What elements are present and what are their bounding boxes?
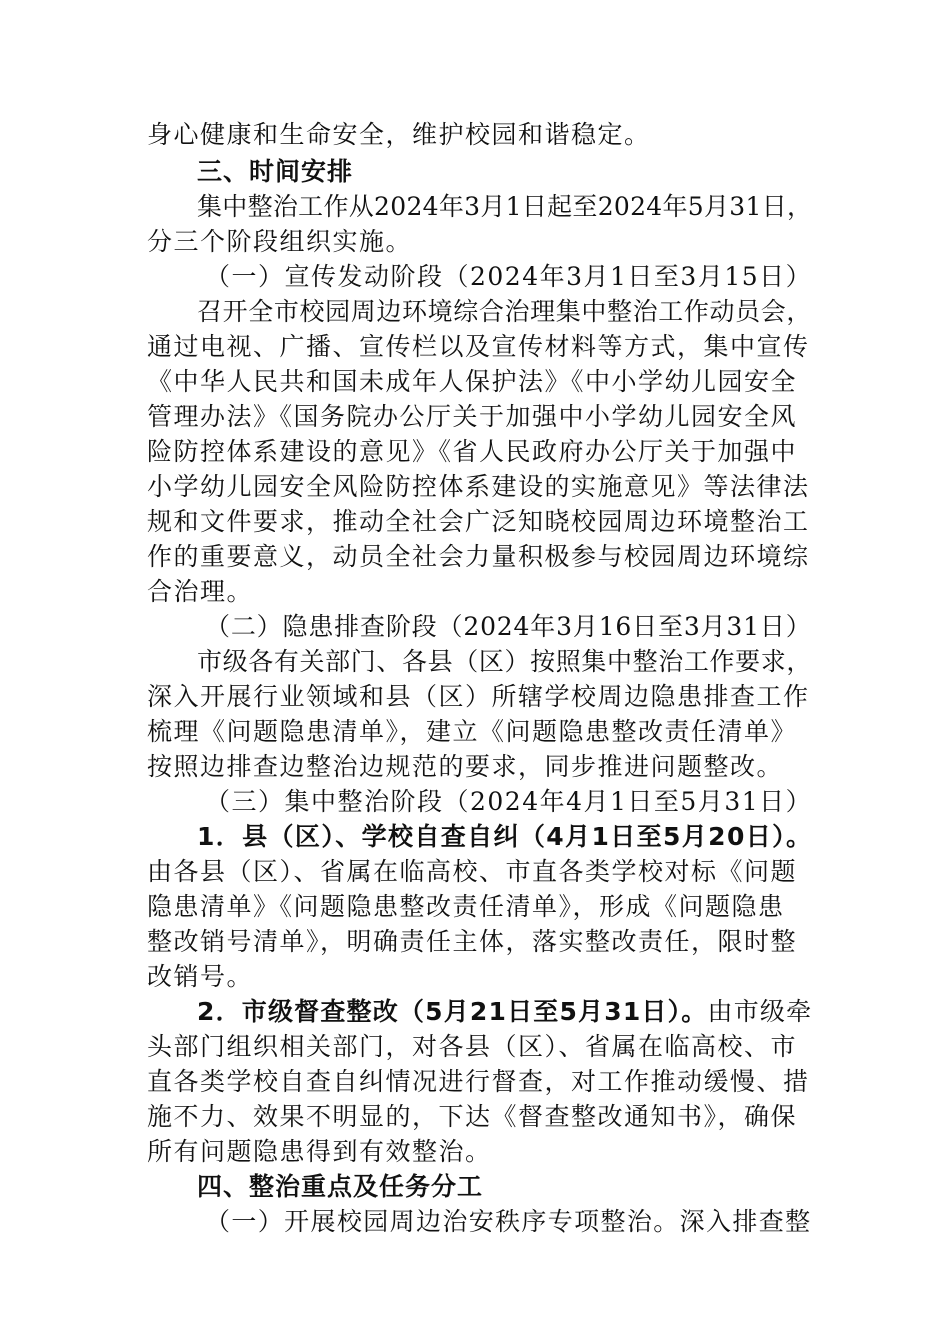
subsection-heading-inspection: （二）隐患排查阶段（2024年3月16日至3月31日） [205,612,812,641]
item-heading-supervision: 2．市级督查整改（5月21日至5月31日）。 [197,997,708,1026]
section-heading-priorities: 四、整治重点及任务分工 [197,1172,484,1201]
body-text-line: 按照边排查边整治边规范的要求，同步推进问题整改。 [147,752,784,781]
body-text-line: 施不力、效果不明显的，下达《督查整改通知书》，确保 [147,1102,798,1131]
body-text-line: 分三个阶段组织实施。 [147,227,413,256]
body-text-line: 合治理。 [147,577,254,606]
body-text-line: 召开全市校园周边环境综合治理集中整治工作动员会， [197,297,813,326]
body-text-line: （一）开展校园周边治安秩序专项整治。深入排查整 [205,1207,812,1236]
body-text-line: 整改销号清单》，明确责任主体，落实整改责任，限时整 [147,927,798,956]
body-text-line: 险防控体系建设的意见》《省人民政府办公厅关于加强中 [147,437,798,466]
body-text-line: 身心健康和生命安全，维护校园和谐稳定。 [147,120,651,149]
item-heading-self-check: 1．县（区）、学校自查自纠（4月1日至5月20日）。 [197,822,813,851]
body-text-line: 所有问题隐患得到有效整治。 [147,1137,492,1166]
section-heading-schedule: 三、时间安排 [197,157,354,186]
body-text-line: 由各县（区）、省属在临高校、市直各类学校对标《问题 [147,857,798,886]
body-text-line: 通过电视、广播、宣传栏以及宣传材料等方式，集中宣传 [147,332,810,361]
body-text-line: 头部门组织相关部门，对各县（区）、省属在临高校、市 [147,1032,798,1061]
body-text-line: 直各类学校自查自纠情况进行督查，对工作推动缓慢、措 [147,1067,810,1096]
item-line-supervision [197,995,812,1029]
subsection-heading-publicity: （一）宣传发动阶段（2024年3月1日至3月15日） [205,262,813,291]
body-text-line: 市级各有关部门、各县（区）按照集中整治工作要求， [197,647,813,676]
body-text-line: 深入开展行业领域和县（区）所辖学校周边隐患排查工作 [147,682,810,711]
body-text-line: 《中华人民共和国未成年人保护法》《中小学幼儿园安全 [147,367,798,396]
body-text-line: 集中整治工作从2024年3月1日起至2024年5月31日， [197,192,813,221]
body-text-line: 作的重要意义，动员全社会力量积极参与校园周边环境综 [147,542,810,571]
subsection-heading-rectification: （三）集中整治阶段（2024年4月1日至5月31日） [205,787,813,816]
body-text-line: 梳理《问题隐患清单》，建立《问题隐患整改责任清单》 [147,717,798,746]
body-text-line: 改销号。 [147,962,254,991]
body-text-line: 小学幼儿园安全风险防控体系建设的实施意见》等法律法 [147,472,810,501]
body-text-fragment: 由市级牵 [707,997,813,1026]
body-text-line: 规和文件要求，推动全社会广泛知晓校园周边环境整治工 [147,507,810,536]
body-text-line: 管理办法》《国务院办公厅关于加强中小学幼儿园安全风 [147,402,798,431]
body-text-line: 隐患清单》《问题隐患整改责任清单》，形成《问题隐患 [147,892,785,921]
